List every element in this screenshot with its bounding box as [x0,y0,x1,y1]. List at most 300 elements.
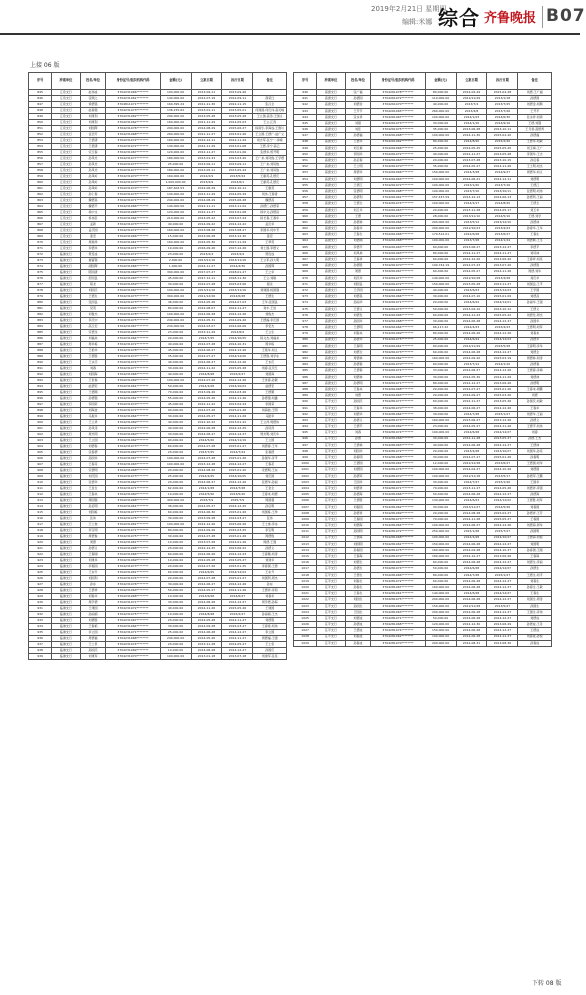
table-cell: 910 [29,480,52,486]
table-cell: 高唐支行 [317,337,345,343]
table-cell: 944 [294,114,317,120]
table-cell: 2014-12-27 [487,349,518,355]
table-cell: 王广来,刘凤俊,王学德 [253,156,287,162]
table-cell: 王德平,刘伟 [518,424,552,430]
table-cell: 张春德 [80,450,106,456]
table-cell: 刘国明 [345,541,371,547]
table-cell: 茌平支行 [317,436,345,442]
table-cell: 高唐支行 [317,145,345,151]
table-cell: 临港支行 [52,648,80,654]
table-cell: 茌平支行 [317,622,345,628]
table-cell: 2015-01-26 [487,387,518,393]
table-cell: 2014-05-26 [191,636,222,642]
table-cell: 915 [29,510,52,516]
table-cell: 60,000.00 [425,343,456,349]
table-cell: 30,000.00 [160,282,191,288]
table-cell: 高唐支行 [317,176,345,182]
table-cell: 王春国 [518,516,552,522]
table-cell: 3704231968******** [106,636,160,642]
table-cell: 孙德义 [518,417,552,423]
table-cell: 2013/5/20 [222,492,253,498]
table-cell: 2013-05-22 [191,216,222,222]
table-cell: 王德祥,李莉 [253,588,287,594]
table-cell: 1001 [294,467,317,473]
table-cell: 2014-10-27 [487,547,518,553]
table-cell: 王春花 [253,462,287,468]
table-cell: 3704231961******** [106,240,160,246]
table-cell: 高唐支行 [317,275,345,281]
table-cell: 临港支行 [52,576,80,582]
table-cell: 3704231977******** [106,156,160,162]
table-cell: 200,000.00 [425,219,456,225]
table-cell: 136,155.62 [160,108,191,114]
table-cell: 刘建利 [80,114,106,120]
table-cell: 2014-12-26 [487,331,518,337]
table-cell: 864 [29,204,52,210]
table-cell: 2013-06-20 [487,257,518,263]
table-cell: 2013-05-27 [222,558,253,564]
table-cell: 王德春,李梅 [518,368,552,374]
table-cell: 887 [29,342,52,348]
table-cell: 2014/10/27 [487,535,518,541]
table-cell: 汇泉支行 [52,156,80,162]
table-cell: 2014-11-26 [487,269,518,275]
table-cell: 956 [294,189,317,195]
table-cell: 2013-05-28 [222,114,253,120]
table-cell: 3704261962******** [371,356,425,362]
table-cell: 20,000.00 [160,564,191,570]
table-cell: 30,000.00 [160,414,191,420]
table-cell: 孙德福 [518,133,552,139]
table-cell: 临港支行 [52,312,80,318]
table-cell: 3704231975******** [106,612,160,618]
table-cell: 2014-04-28 [456,547,487,553]
table-cell: 孙凤涛 [80,426,106,432]
table-cell: 3704261973******** [371,306,425,312]
table-cell: 50,000.00 [425,306,456,312]
table-cell: 2013/6/28 [191,594,222,600]
table-cell: 王德国,刘华 [518,461,552,467]
table-cell: 刘玉华 [345,207,371,213]
table-cell: 3704261972******** [371,281,425,287]
table-cell: 3704231969******** [106,258,160,264]
table-cell: 2014-12-27 [487,609,518,615]
table-cell: 王德,刘学 [518,213,552,219]
table-cell: 2013/7/16 [487,182,518,188]
table-cell: 茌平支行 [317,628,345,634]
table-cell: 2015-01-27 [222,576,253,582]
table-cell: 967 [294,257,317,263]
table-cell: 2013/6/27 [487,232,518,238]
page-header [0,0,586,44]
table-cell: 王立,刘敏 [253,276,287,282]
table-cell: 1008 [294,510,317,516]
table-cell: 3704261968******** [371,318,425,324]
table-cell: 45,000.00 [160,402,191,408]
table-cell: 938 [29,648,52,654]
table-cell: 3704281968******** [371,535,425,541]
table-cell: 临港支行 [52,378,80,384]
table-cell: 20,000.00 [425,158,456,164]
table-cell: 898 [29,408,52,414]
column-header: 序号 [29,73,52,90]
page-number: B07 [546,6,586,26]
table-cell: 877 [29,282,52,288]
table-cell: 临港支行 [52,444,80,450]
table-cell: 2014-07-26 [191,378,222,384]
table-cell: 60,000.00 [160,510,191,516]
table-cell: 931 [29,606,52,612]
table-cell: 王德清 [80,138,106,144]
table-cell: 2014-11-28 [456,516,487,522]
table-cell: 1007 [294,504,317,510]
table-cell: 2014-12-27 [487,492,518,498]
table-cell: 855 [29,150,52,156]
table-cell: 临港支行 [52,552,80,558]
table-cell: 2014/5/26 [487,504,518,510]
table-cell: 高唐支行 [317,343,345,349]
table-cell: 2012-11-27 [456,399,487,405]
table-cell: 3704261962******** [371,288,425,294]
table-cell: 40,000.00 [160,420,191,426]
table-cell: 王春海 [518,554,552,560]
table-cell: 878 [29,288,52,294]
table-cell: 孙凤光 [80,168,106,174]
table-cell: 2015-01-26 [222,456,253,462]
table-cell: 临港支行 [52,270,80,276]
table-cell: 临港支行 [52,528,80,534]
table-cell: 978 [294,325,317,331]
table-cell: 王国生,李伟 [518,609,552,615]
table-cell: 35,000.00 [160,354,191,360]
table-cell: 汇泉支行 [52,132,80,138]
table-cell: 孙德国 [518,96,552,102]
table-cell: 2014-09-26 [191,528,222,534]
table-cell: 2013-07-18 [222,654,253,660]
table-cell: 2013-06-27 [456,244,487,250]
table-cell: 临港支行 [52,456,80,462]
table-cell: 930 [29,600,52,606]
table-cell: 2013-04-12 [456,306,487,312]
table-cell: 2015-03-25 [222,528,253,534]
table-cell: 2014-07-26 [191,408,222,414]
table-cell: 62,000.00 [160,486,191,492]
table-cell: 刘德生 [345,560,371,566]
table-cell: 刘凤林 [518,250,552,256]
table-cell: 王德林 [345,442,371,448]
table-cell: 100,000.00 [160,378,191,384]
table-cell: 茌平支行 [317,448,345,454]
table-cell: 魏德昌 [253,198,287,204]
table-cell: 958 [294,201,317,207]
table-cell: 赵伟成 [80,90,106,96]
column-header: 立案日期 [456,73,487,90]
table-cell: 王春祥,刘亮 [518,257,552,263]
table-cell: 899 [29,414,52,420]
table-cell: 王春华 [345,405,371,411]
table-cell: 2013/7/4 [456,102,487,108]
table-cell: 李德华 [80,246,106,252]
table-cell: 2,000.00 [160,258,191,264]
table-cell: 周华栋 [80,342,106,348]
table-cell: 954 [294,176,317,182]
table-cell: 2014-06-28 [456,442,487,448]
table-cell: 2014/11/19 [222,438,253,444]
table-cell: 王广来,刘凤俊 [253,168,287,174]
table-cell: 高唐支行 [317,108,345,114]
table-cell: 临港支行 [52,438,80,444]
table-cell: 3704261963******** [371,176,425,182]
table-cell: 刘春国 [518,504,552,510]
table-cell: 30,000.00 [160,600,191,606]
table-cell: 110,000.00 [425,96,456,102]
table-cell: 23,000.00 [160,330,191,336]
table-cell: 王春刚,刘涛 [253,552,287,558]
table-cell: 160,000.00 [160,228,191,234]
table-cell: 茌平支行 [317,405,345,411]
table-cell: 1021 [294,591,317,597]
table-cell: 王德,刘强 [518,120,552,126]
column-header: 身份证号/组织机构代码 [371,73,425,90]
table-cell: 刘春 [345,430,371,436]
table-cell: 茌平支行 [317,411,345,417]
table-cell: 850 [29,120,52,126]
table-cell: 王德祥 [80,588,106,594]
table-cell: 2013-03-20 [222,156,253,162]
table-cell: 10,000.00 [160,558,191,564]
table-cell: 80,000.00 [160,528,191,534]
table-cell: 3704231970******** [106,402,160,408]
table-cell: 王士奎,李冰 [253,522,287,528]
table-cell: 周德 [345,269,371,275]
table-cell: 茌平支行 [317,591,345,597]
table-cell: 赵春强 [80,108,106,114]
table-cell: 3704261962******** [371,139,425,145]
table-cell: 80,000.00 [425,380,456,386]
table-cell: 孙春华,王华 [518,226,552,232]
table-cell: 2013-05-24 [222,168,253,174]
table-cell: 974 [294,300,317,306]
table-cell: 王德成 [518,628,552,634]
table-cell: 3704261963******** [371,207,425,213]
table-cell: 临港支行 [52,540,80,546]
table-cell: 3704231964******** [106,336,160,342]
table-cell: 孙丽华,王强 [518,300,552,306]
table-cell: 3704231962******** [106,438,160,444]
table-cell: 2012-07-19 [191,96,222,102]
table-cell: 刘德胜 [253,618,287,624]
table-cell: 临港支行 [52,372,80,378]
table-cell: 3704281974******** [371,566,425,572]
table-cell: 高唐支行 [317,318,345,324]
table-cell: 2014-06-26 [191,552,222,558]
table-cell: 赵德宏 [80,384,106,390]
table-cell: 高唐支行 [317,244,345,250]
table-cell: 孙德义 [345,417,371,423]
table-cell: 茌平支行 [317,473,345,479]
table-cell: 200,000.00 [425,597,456,603]
table-cell: 933 [29,618,52,624]
table-cell: 2014/4/25 [191,474,222,480]
table-cell: 刘德金,刘顺 [518,102,552,108]
table-cell: 魏德昌 [80,198,106,204]
table-cell: 杨伟臣 [80,216,106,222]
table-cell: 王翠英 [253,240,287,246]
table-cell: 3704231975******** [106,318,160,324]
table-cell: 2014-05-27 [456,424,487,430]
table-cell: 高唐支行 [317,120,345,126]
table-cell: 周焕珍 [80,240,106,246]
table-cell: 10,000.00 [160,612,191,618]
table-cell: 20,000.00 [160,336,191,342]
table-cell: 2014/6/22 [456,300,487,306]
table-cell: 商荣红 [253,96,287,102]
table-cell: 80,000.00 [425,572,456,578]
table-cell: 杨长春,王春华 [253,216,287,222]
table-cell: 3704231973******** [106,474,160,480]
table-cell: 15,000.00 [160,234,191,240]
table-cell: 汇泉支行 [52,210,80,216]
table-cell: 刘德海,周华 [518,523,552,529]
table-cell: 2015-01-26 [222,408,253,414]
table-cell: 19,000.00 [160,246,191,252]
editor-credit: 编辑:米娜 [402,18,433,26]
table-cell: 3704231961******** [106,396,160,402]
table-cell: 高唐支行 [317,257,345,263]
table-cell: 2015-01-25 [222,564,253,570]
table-cell: 刘伟,王春香 [253,192,287,198]
table-cell: 38,000.00 [425,405,456,411]
table-cell: 孙德华 [518,337,552,343]
table-cell: 临港支行 [52,264,80,270]
table-cell: 李国荣 [253,402,287,408]
table-cell: 936 [29,636,52,642]
table-cell: 891 [29,366,52,372]
table-cell: 茌平支行 [317,609,345,615]
table-cell: 高唐支行 [317,362,345,368]
table-cell: 王德 [345,213,371,219]
table-cell: 2014-12-26 [222,480,253,486]
table-cell: 3704231967******** [106,324,160,330]
table-cell: 90,000.00 [160,438,191,444]
table-cell: 80,000.00 [425,90,456,96]
table-cell: 2014-11-27 [222,618,253,624]
table-cell: 2013-05-28 [191,114,222,120]
table-cell: 2014-11-27 [191,264,222,270]
table-cell: 857 [29,162,52,168]
table-cell: 临港支行 [52,366,80,372]
table-cell: 2013-09-11 [222,162,253,168]
table-cell: 867 [29,222,52,228]
table-cell: 高唐支行 [317,133,345,139]
table-cell: 3704231964******** [106,216,160,222]
table-cell: 2015-06-27 [222,126,253,132]
table-cell: 40,000.00 [425,102,456,108]
table-cell: 875 [29,270,52,276]
table-cell: 张永祥,刘鸿 [518,114,552,120]
table-cell: 994 [294,424,317,430]
table-cell: 刘春来 [345,331,371,337]
table-cell: 孙德强 [80,396,106,402]
table-cell: 3704231976******** [106,516,160,522]
table-cell: 3704231974******** [106,246,160,252]
table-cell: 2014-05-31 [191,318,222,324]
table-cell: 60,000.00 [425,362,456,368]
table-cell: 临港支行 [52,474,80,480]
table-cell: 30,000.00 [425,318,456,324]
table-cell: 高唐支行 [317,164,345,170]
table-cell: 2014-07-28 [191,342,222,348]
table-cell: 866 [29,216,52,222]
table-cell: 2014-04-27 [456,467,487,473]
table-cell: 10,000.00 [160,540,191,546]
table-cell: 张德华,孙丽 [253,480,287,486]
newspaper-logo: 齐鲁晚报 [484,11,537,26]
table-cell: 临港支行 [52,486,80,492]
table-cell: 3704231961******** [106,522,160,528]
table-cell: 茌平支行 [317,535,345,541]
table-cell: 2014-06-29 [191,186,222,192]
table-cell: 刘德成 [345,615,371,621]
table-cell: 20,000.00 [425,448,456,454]
table-cell: 993 [294,417,317,423]
table-cell: 926 [29,576,52,582]
table-cell: 孙德,王杰 [518,436,552,442]
table-cell: 陈国清 [80,270,106,276]
table-cell: 王德国 [345,461,371,467]
table-cell: 2013/4/23 [487,226,518,232]
table-cell: 888 [29,348,52,354]
table-cell: 周德,刘华 [518,269,552,275]
table-cell: 刘国良 [345,281,371,287]
table-cell: 2013/10/27 [487,448,518,454]
table-cell: 王金全 [80,486,106,492]
table-cell: 2015-03-27 [222,624,253,630]
table-cell: 927 [29,582,52,588]
table-cell: 3704281963******** [371,479,425,485]
table-cell: 汇泉支行 [52,180,80,186]
table-cell: 3704231972******** [106,228,160,234]
table-cell: 2014/10/25 [222,336,253,342]
table-cell: 2013-06-26 [487,554,518,560]
table-cell: 905 [29,450,52,456]
table-cell: 2014-12-26 [222,360,253,366]
table-cell: 2013-11-28 [456,207,487,213]
table-cell: 3704261970******** [371,362,425,368]
table-cell: 60,000.00 [425,578,456,584]
table-cell: 2014-11-26 [222,396,253,402]
table-cell: 2014-05-27 [191,504,222,510]
table-cell: 李国华,何中芳 [253,228,287,234]
table-cell: 高唐支行 [317,170,345,176]
table-cell: 3704281961******** [371,541,425,547]
table-cell: 李宝明 [80,528,106,534]
table-cell: 高唐支行 [317,263,345,269]
table-cell: 临港支行 [52,336,80,342]
table-cell: 李国荣 [80,402,106,408]
table-cell: 2015-01-26 [222,534,253,540]
table-cell: 2012-05-03 [222,120,253,126]
table-cell: 3704231961******** [106,540,160,546]
table-cell: 王春刚 [80,552,106,558]
table-cell: 2014-11-29 [487,374,518,380]
table-cell: 2013-09-28 [191,516,222,522]
table-cell: 临港支行 [52,420,80,426]
table-cell: 临港支行 [52,504,80,510]
table-cell: 2014/3/28 [456,170,487,176]
table-cell: 100,000.00 [425,238,456,244]
table-cell: 2013/2/4 [222,252,253,258]
